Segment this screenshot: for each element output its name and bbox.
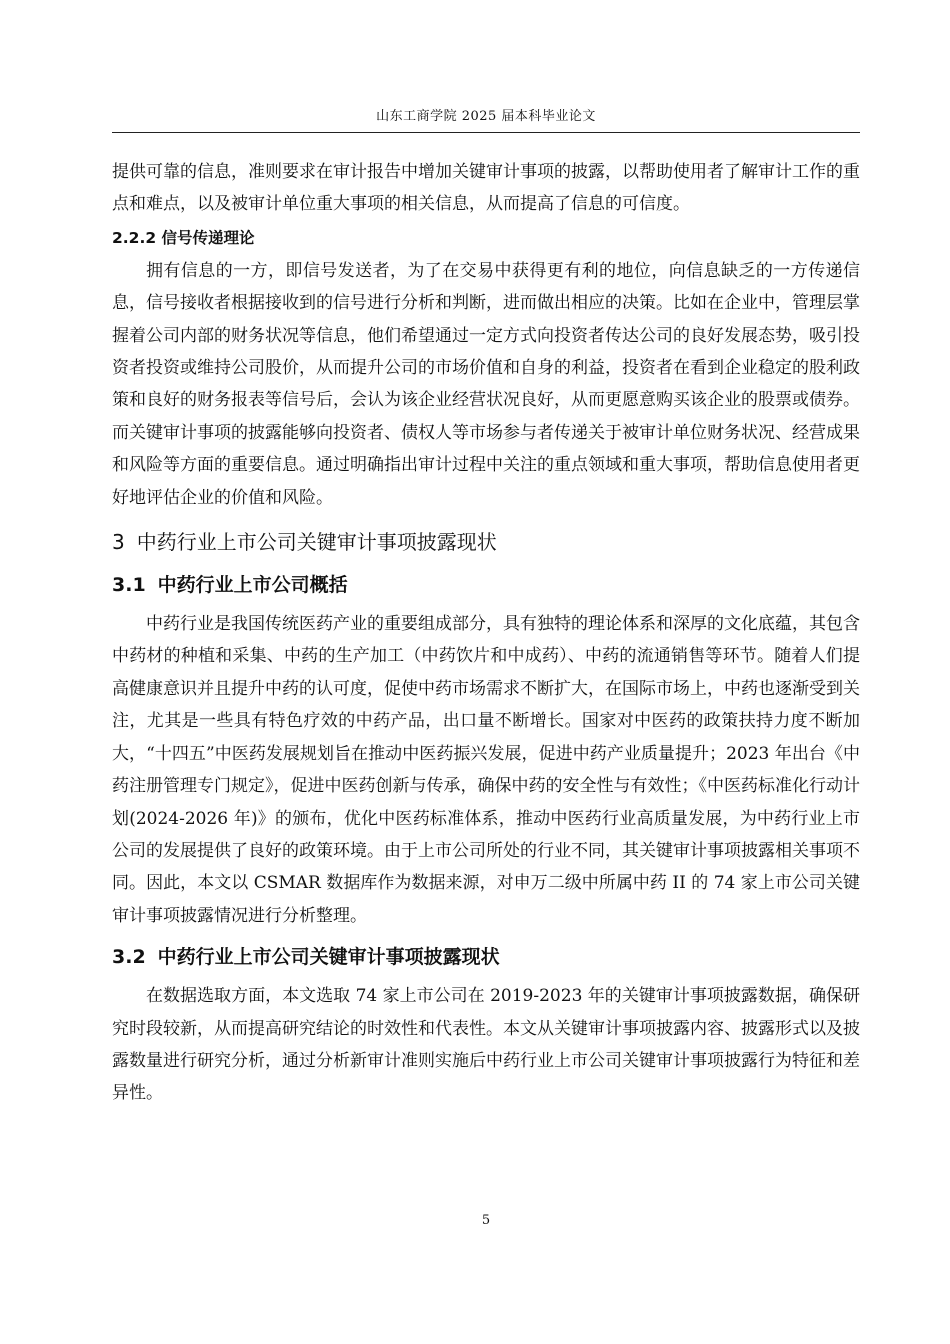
heading-3-1-number: 3.1	[112, 574, 146, 597]
paragraph-signal-theory: 拥有信息的一方，即信号发送者，为了在交易中获得更有利的地位，向信息缺乏的一方传递信息，信号接收者根据接收到的信号进行分析和判断，进而做出相应的决策。比如在企业中，管理层掌握着公司内部的财务状况等信息，他们希望通过一定方式向投资者传达公司的良好发展态势，吸引投资者投资或维持公司股价，从而提升公司的市场价值和自身的利益，投资者在看到企业稳定的股利政策和良好的财务报表等信号后，会认为该企业经营状况良好，从而更愿意购买该企业的股票或债券。而关键审计事项的披露能够向投资者、债权人等市场参与者传递关于被审计单位财务状况、经营成果和风险等方面的重要信息。通过明确指出审计过程中关注的重点领域和重大事项，帮助信息使用者更好地评估企业的价值和风险。	[112, 260, 860, 508]
heading-3-2-title: 中药行业上市公司关键审计事项披露现状	[157, 946, 500, 969]
paragraph-continuation: 提供可靠的信息，准则要求在审计报告中增加关键审计事项的披露，以帮助使用者了解审计工作的重点和难点，以及被审计单位重大事项的相关信息，从而提高了信息的可信度。	[112, 162, 860, 215]
heading-3-1	[112, 568, 860, 602]
page-number: 5	[481, 1213, 491, 1228]
paragraph-industry-overview: 中药行业是我国传统医药产业的重要组成部分，具有独特的理论体系和深厚的文化底蕴，其包含中药材的种植和采集、中药的生产加工（中药饮片和中成药）、中药的流通销售等环节。随着人们提高健康意识并且提升中药的认可度，促使中药市场需求不断扩大，在国际市场上，中药也逐渐受到关注，尤其是一些具有特色疗效的中药产品，出口量不断增长。国家对中医药的政策扶持力度不断加大，“十四五”中医药发展规划旨在推动中医药振兴发展，促进中药产业质量提升；2023 年出台《中药注册管理专门规定》，促进中医药创新与传承，确保中药的安全性与有效性；《中医药标准化行动计划(2024-2026 年)》的颁布，优化中医药标准体系，推动中医药行业高质量发展，为中药行业上市公司的发展提供了良好的政策环境。由于上市公司所处的行业不同，其关键审计事项披露相关事项不同。因此，本文以 CSMAR 数据库作为数据来源，对申万二级中所属中药 II 的 74 家上市公司关键审计事项披露情况进行分析整理。	[112, 614, 860, 926]
paragraph-data-selection: 在数据选取方面，本文选取 74 家上市公司在 2019-2023 年的关键审计事项披露数据，确保研究时段较新，从而提高研究结论的时效性和代表性。本文从关键审计事项披露内容、披露形式以及披露数量进行研究分析，通过分析新审计准则实施后中药行业上市公司关键审计事项披露行为特征和差异性。	[112, 986, 860, 1104]
heading-2-2-2: 2.2.2 信号传递理论	[112, 228, 255, 247]
heading-3-2	[112, 940, 860, 974]
heading-3-2-number: 3.2	[112, 946, 146, 969]
running-header: 山东工商学院 2025 届本科毕业论文	[376, 109, 596, 124]
header-divider	[112, 132, 860, 133]
heading-chapter-3-number: 3	[112, 530, 125, 555]
heading-3-1-title: 中药行业上市公司概括	[157, 574, 348, 597]
document-body	[112, 156, 860, 1110]
heading-chapter-3-title: 中药行业上市公司关键审计事项披露现状	[136, 530, 497, 555]
heading-chapter-3	[112, 524, 860, 560]
